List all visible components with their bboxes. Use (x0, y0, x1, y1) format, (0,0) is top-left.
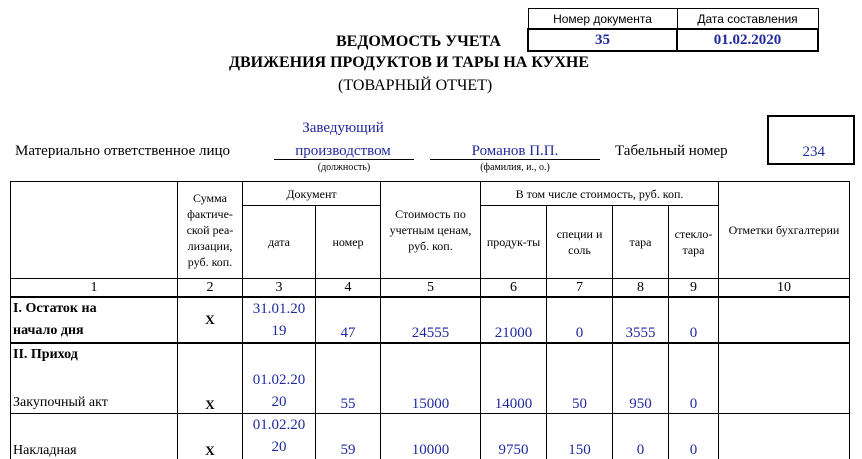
date-line1: 31.01.20 (252, 301, 306, 317)
col-number: 6 (481, 279, 547, 298)
glass-cell: 0 (669, 413, 719, 459)
col-number: 5 (381, 279, 481, 298)
header-tare: тара (613, 206, 669, 279)
date-cell (243, 297, 316, 343)
row-label (11, 343, 178, 413)
document-header-table (527, 8, 819, 52)
cost-cell: 15000 (381, 343, 481, 413)
doc-number-label: Номер документа (528, 9, 677, 30)
table-row (11, 297, 850, 343)
position-line1: Заведующий (302, 120, 384, 136)
header-marks: Отметки бухгалтерии (719, 182, 850, 279)
row-label-purchase: Закупочный акт (13, 394, 108, 410)
doc-date-value: 01.02.2020 (677, 29, 818, 51)
row-label-line2: начало дня (13, 323, 84, 338)
header-col1 (11, 182, 178, 279)
section-label: II. Приход (13, 347, 78, 362)
glass-cell: 0 (669, 297, 719, 343)
tare-cell: 3555 (613, 297, 669, 343)
spices-cell: 50 (547, 343, 613, 413)
glass-cell: 0 (669, 343, 719, 413)
main-table (10, 181, 850, 459)
person-name: Романов П.П. (471, 143, 559, 159)
date-line2: 19 (271, 323, 287, 339)
tare-cell: 950 (613, 343, 669, 413)
sum-cell: X (178, 343, 243, 413)
cost-cell: 24555 (381, 297, 481, 343)
header-spices: специи и соль (547, 206, 613, 279)
spices-cell: 0 (547, 297, 613, 343)
table-row (11, 413, 850, 459)
date-cell (243, 413, 316, 459)
products-cell: 9750 (481, 413, 547, 459)
title-line3: (ТОВАРНЫЙ ОТЧЕТ) (338, 77, 493, 94)
name-caption: (фамилия, и., о.) (480, 162, 550, 173)
col-number: 1 (11, 279, 178, 298)
col-number: 8 (613, 279, 669, 298)
row-label (11, 297, 178, 343)
products-cell: 14000 (481, 343, 547, 413)
date-line1: 01.02.20 (252, 417, 306, 433)
header-number: номер (316, 206, 381, 279)
doc-number-value: 35 (528, 29, 677, 51)
table-row (11, 343, 850, 413)
date-cell (243, 343, 316, 413)
sum-cell: X (178, 413, 243, 459)
tab-number-label: Табельный номер (615, 143, 728, 159)
responsible-label: Материально ответственное лицо (15, 143, 231, 159)
number-cell: 55 (316, 343, 381, 413)
header-sum: Сумма фактиче-ской реа-лизации, руб. коп. (178, 182, 243, 279)
marks-cell (719, 413, 850, 459)
sum-cell: X (178, 297, 243, 343)
products-cell: 21000 (481, 297, 547, 343)
tab-number-box (767, 115, 855, 165)
date-line1: 01.02.20 (252, 371, 306, 388)
row-label: Накладная (11, 413, 178, 459)
tare-cell: 0 (613, 413, 669, 459)
header-including: В том числе стоимость, руб. коп. (481, 182, 719, 206)
title-line2: ДВИЖЕНИЯ ПРОДУКТОВ И ТАРЫ НА КУХНЕ (229, 54, 590, 71)
col-number: 4 (316, 279, 381, 298)
header-cost: Стоимость по учетным ценам, руб. коп. (381, 182, 481, 279)
header-products: продук-ты (481, 206, 547, 279)
col-number: 2 (178, 279, 243, 298)
tab-number-value: 234 (802, 144, 825, 160)
col-number: 10 (719, 279, 850, 298)
spices-cell: 150 (547, 413, 613, 459)
column-numbers-row (11, 279, 850, 298)
number-cell: 47 (316, 297, 381, 343)
cost-cell: 10000 (381, 413, 481, 459)
marks-cell (719, 297, 850, 343)
header-document: Документ (243, 182, 381, 206)
header-date: дата (243, 206, 316, 279)
position-caption: (должность) (317, 162, 371, 173)
position-underline (274, 159, 414, 160)
position-line2: производством (295, 143, 391, 159)
col-number: 9 (669, 279, 719, 298)
date-line2: 20 (271, 393, 287, 410)
col-number: 7 (547, 279, 613, 298)
header-glass: стекло-тара (669, 206, 719, 279)
title-line1: ВЕДОМОСТЬ УЧЕТА (336, 33, 501, 50)
number-cell: 59 (316, 413, 381, 459)
marks-cell (719, 343, 850, 413)
row-label-line1: I. Остаток на (13, 301, 97, 316)
name-underline (430, 159, 600, 160)
col-number: 3 (243, 279, 316, 298)
date-line2: 20 (271, 439, 287, 455)
doc-date-label: Дата составления (677, 9, 818, 30)
